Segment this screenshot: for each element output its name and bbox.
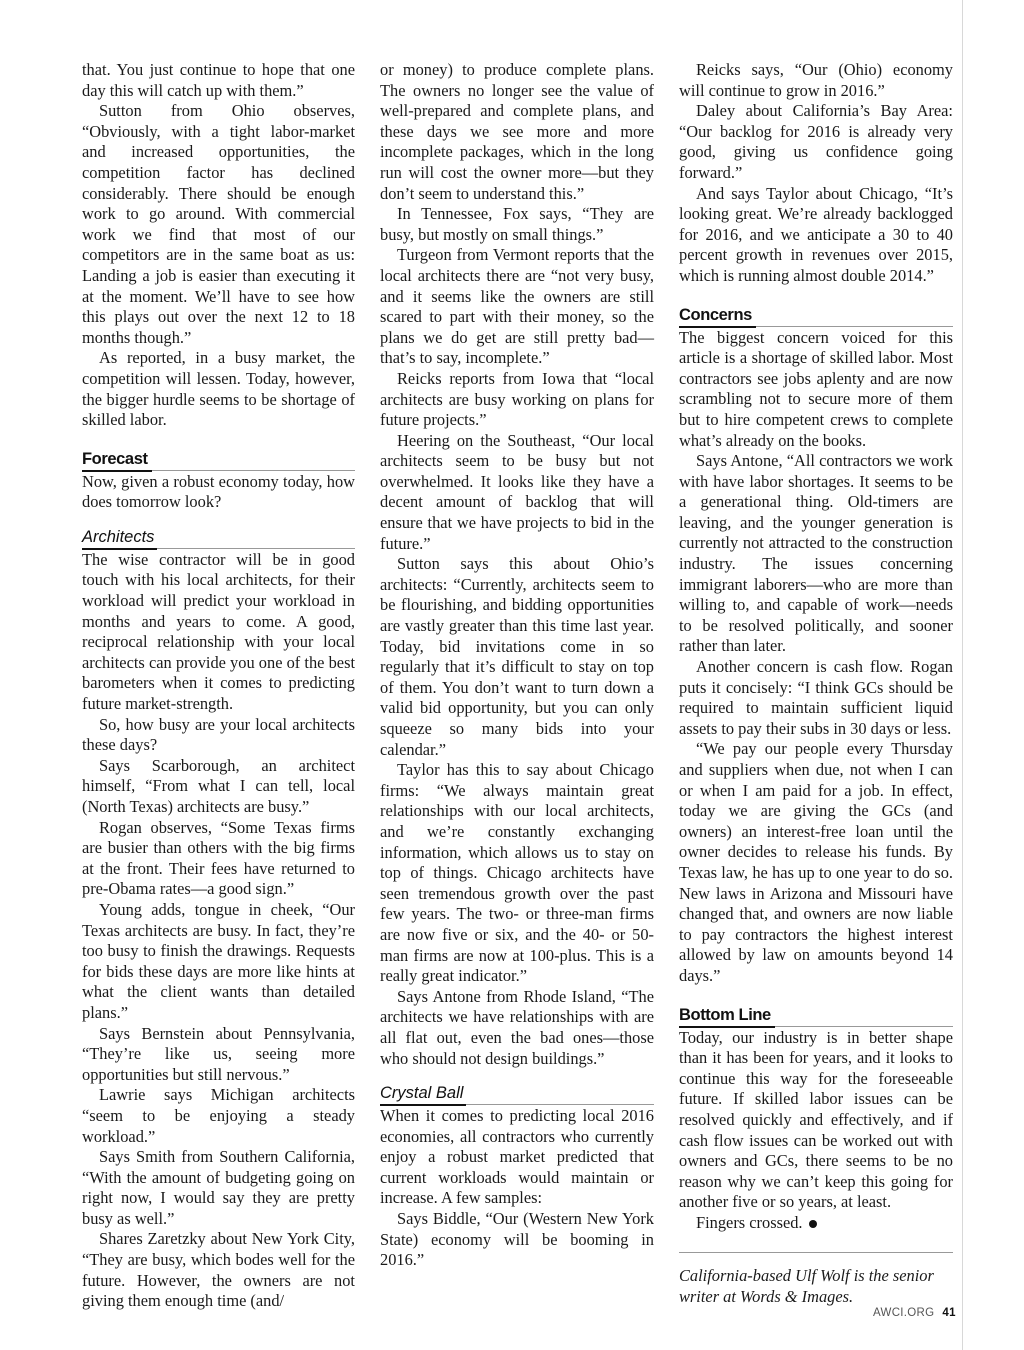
paragraph: “We pay our people every Thursday and suppliers when due, not when I can or when I am paid for a job. In effect, today we are giving the GCs (and owners) an interest-free loan until the owner decides to release his funds. By Texas law, he has up to one year to do so. New laws in Arizona and Missouri have changed that, and owners are now liable to pay contractors the highest interest allowed by law on amounts beyond 14 days.”: [679, 739, 953, 985]
paragraph: Says Antone from Rhode Island, “The architects we have relationships with are all flat out, even the bad ones—those who should not design buildings.”: [380, 986, 654, 1068]
paragraph: Says Biddle, “Our (Western New York State) economy will be booming in 2016.”: [380, 1209, 654, 1270]
paragraph: Today, our industry is in better shape than it has been for years, and it looks to continue this way for the foreseeable future. If skilled labor issues can be resolved quickly and effectively, and if cash flow issues can be worked out with owners and GCs, there seems to be no reason why we can’t keep this going for another five or so years, at least.: [679, 1027, 953, 1212]
paragraph: that. You just continue to hope that one day this will catch up with them.”: [82, 60, 355, 100]
page-number: 41: [942, 1307, 956, 1319]
paragraph: Turgeon from Vermont reports that the local architects there are “not very busy, and it seems like the owners are still scared to part with their money, so the plans we do get are still pretty bad—that’s to say, incomplete.”: [380, 245, 654, 368]
subheading-text: Architects: [82, 527, 157, 550]
paragraph: And says Taylor about Chicago, “It’s looking great. We’re already backlogged for 2016, and we anticipate a 30 to 40 percent growth in revenues over 2015, which is running almost double 2014.”: [679, 183, 953, 285]
subheading-architects: [82, 527, 355, 549]
heading-text: Bottom Line: [679, 1005, 775, 1028]
divider: [679, 1252, 953, 1253]
paragraph: Reicks says, “Our (Ohio) economy will continue to grow in 2016.”: [679, 60, 953, 100]
heading-text: Forecast: [82, 449, 152, 472]
paragraph: In Tennessee, Fox says, “They are busy, but mostly on small things.”: [380, 204, 654, 244]
paragraph: As reported, in a busy market, the competition will lessen. Today, however, the bigger hurdle seems to be shortage of skilled labor.: [82, 348, 355, 430]
column-1: [82, 60, 355, 1312]
paragraph: Says Smith from Southern California, “With the amount of budgeting going on right now, I would say they are pretty busy as well.”: [82, 1147, 355, 1228]
paragraph: Says Antone, “All contractors we work with have labor shortages. It seems to be a generational thing. Old-timers are leaving, and the younger generation is currently not attracted to the construction industry. The issues concerning immigrant laborers—who are more than willing to, and capable of work—needs to be resolved politically, and sooner rather than later.: [679, 451, 953, 656]
column-3: [679, 60, 953, 1308]
footer-site[interactable]: AWCI.ORG: [873, 1307, 935, 1319]
column-2: [380, 60, 654, 1271]
section-heading-forecast: [82, 449, 355, 471]
paragraph: Rogan observes, “Some Texas firms are busier than others with the big firms at the front. Their fees have returned to pre-Obama rates—a good sign.”: [82, 817, 355, 899]
paragraph: Shares Zaretzky about New York City, “They are busy, which bodes well for the future. However, the owners are not giving them enough time (and/: [82, 1229, 355, 1311]
paragraph: Says Bernstein about Pennsylvania, “They’re like us, seeing more opportunities but still nervous.”: [82, 1023, 355, 1084]
paragraph: The wise contractor will be in good touch with his local architects, for their workload will predict your workload in months and years to come. A good, reciprocal relationship with your local architects can provide you one of the best barometers when it comes to predicting future market-strength.: [82, 549, 355, 714]
paragraph: The biggest concern voiced for this article is a shortage of skilled labor. Most contractors see jobs aplenty and are now scrambling not to secure more of them but to hire competent crews to complete what’s already on the books.: [679, 327, 953, 450]
paragraph: Another concern is cash flow. Rogan puts it concisely: “I think GCs should be required to maintain sufficient liquid assets to pay their subs in 30 days or less.: [679, 657, 953, 738]
closing-text: Fingers crossed.: [696, 1212, 803, 1232]
page-footer: [873, 1307, 956, 1319]
paragraph: Heering on the Southeast, “Our local architects seem to be busy but not overwhelmed. It looks like they have a decent amount of backlog that will ensure that we have projects to bid in the future.”: [380, 430, 654, 553]
paragraph: Young adds, tongue in cheek, “Our Texas architects are busy. In fact, they’re too busy to finish the drawings. Requests for bids these days are more like hints at what the client wants than detailed plans.”: [82, 899, 355, 1022]
paragraph: So, how busy are your local architects these days?: [82, 714, 355, 755]
end-mark-icon: [809, 1220, 817, 1228]
paragraph: Sutton says this about Ohio’s architects: “Currently, architects seem to be flourishing, and bidding opportunities are vastly greater than this time last year. Today, bid invitations come in so regularly that it’s difficult to stay on top of them. You don’t want to turn down a valid bid opportunity, but you can only squeeze so many bids into your calendar.”: [380, 554, 654, 759]
paragraph: or money) to produce complete plans. The owners no longer see the value of well-prepared and complete plans, and these days we see more and more incomplete packages, which in the long run will cost the owner more—but they don’t seem to understand this.”: [380, 60, 654, 203]
heading-text: Concerns: [679, 305, 756, 328]
paragraph: Says Scarborough, an architect himself, “From what I can tell, local (North Texas) architects are busy.”: [82, 755, 355, 816]
paragraph: Reicks reports from Iowa that “local architects are busy working on plans for future projects.”: [380, 368, 654, 430]
paragraph: Sutton from Ohio observes, “Obviously, with a tight labor-market and increased opportunities, the competition factor has declined considerably. There should be enough work to go around. With commercial work we find that most of our competitors are in the same boat as us: Landing a job is easier than executing it at the moment. We’ll have to see how this plays out over the next 12 to 18 months though.”: [82, 101, 355, 347]
closing-paragraph: [679, 1213, 953, 1234]
paragraph: Daley about California’s Bay Area: “Our backlog for 2016 is already very good, giving us confidence going forward.”: [679, 101, 953, 182]
subheading-text: Crystal Ball: [380, 1083, 466, 1106]
section-heading-bottom-line: [679, 1005, 953, 1027]
paragraph: Lawrie says Michigan architects “seem to be enjoying a steady workload.”: [82, 1085, 355, 1146]
paragraph: Taylor has this to say about Chicago firms: “We always maintain great relationships with our local architects, and we’re constantly exchanging information, which allows us to stay on top of things. Chicago architects have seen tremendous growth over the past few years. The two- or three-man firms are now five or six, and the 40- or 50-man firms are now at 100-plus. This is a really great indicator.”: [380, 760, 654, 986]
page-edge-line: [962, 0, 963, 1350]
subheading-crystal-ball: [380, 1083, 654, 1105]
paragraph: When it comes to predicting local 2016 economies, all contractors who currently enjoy a robust market predicted that current workloads would maintain or increase. A few samples:: [380, 1106, 654, 1208]
author-bio: California-based Ulf Wolf is the senior writer at Words & Images.: [679, 1266, 934, 1307]
paragraph: Now, given a robust economy today, how does tomorrow look?: [82, 471, 355, 512]
section-heading-concerns: [679, 305, 953, 327]
